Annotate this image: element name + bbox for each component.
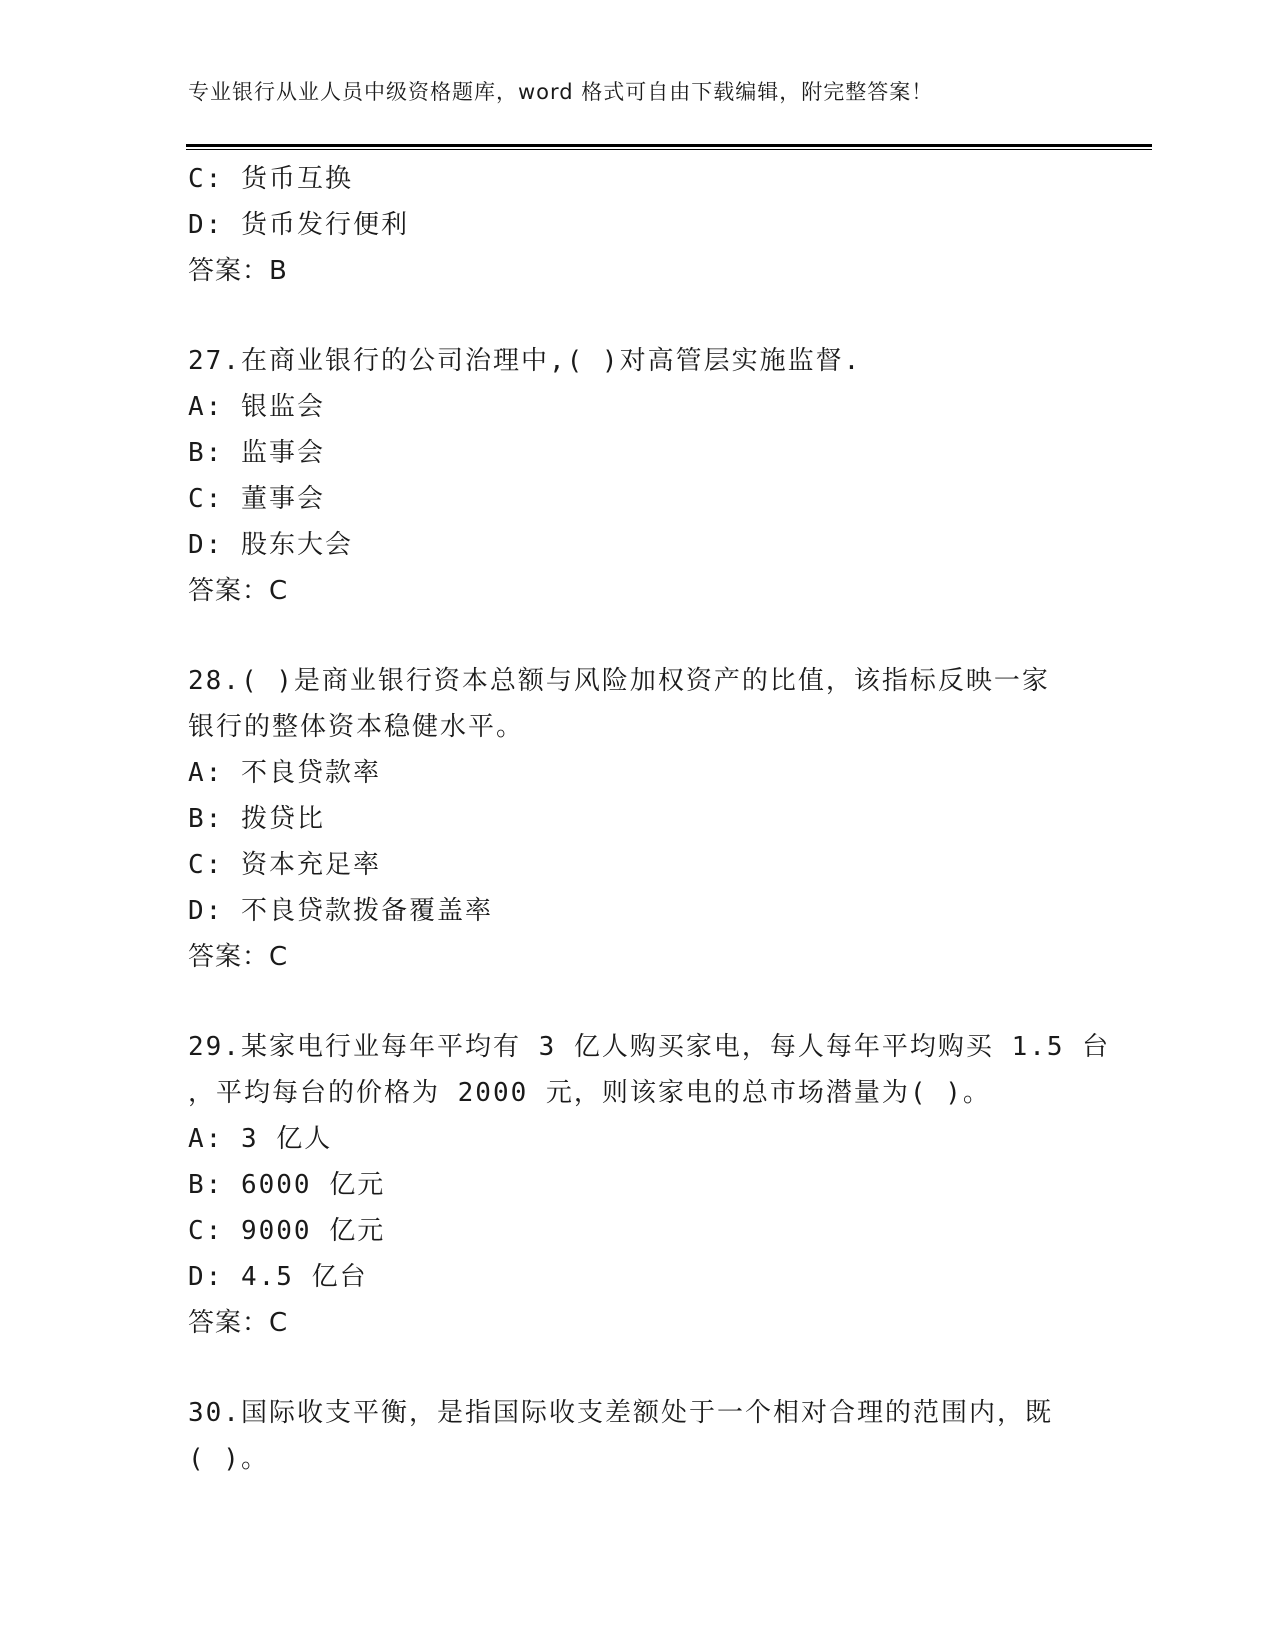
option-b: B: 6000 亿元 (188, 1170, 386, 1200)
option-a: A: 不良贷款率 (188, 758, 381, 788)
question-text-continued: ，平均每台的价格为 2000 元，则该家电的总市场潜量为( )。 (188, 1078, 991, 1108)
option-c: C: 货币互换 (188, 164, 353, 194)
question-26-tail (188, 156, 1138, 294)
option-c: C: 资本充足率 (188, 850, 381, 880)
question-text: 27.在商业银行的公司治理中,( )对高管层实施监督. (188, 346, 862, 376)
option-d: D: 货币发行便利 (188, 210, 409, 240)
question-text-continued: ( )。 (188, 1444, 269, 1474)
question-text: 30.国际收支平衡，是指国际收支差额处于一个相对合理的范围内，既 (188, 1398, 1053, 1428)
answer-line: 答案：C (188, 576, 289, 606)
question-text: 29.某家电行业每年平均有 3 亿人购买家电，每人每年平均购买 1.5 台 (188, 1032, 1111, 1062)
document-body (188, 156, 1138, 1482)
option-d: D: 不良贷款拨备覆盖率 (188, 896, 493, 926)
answer-line: 答案：C (188, 942, 289, 972)
answer-line: 答案：B (188, 256, 288, 286)
answer-line: 答案：C (188, 1308, 289, 1338)
option-d: D: 4.5 亿台 (188, 1262, 368, 1292)
question-text: 28.( )是商业银行资本总额与风险加权资产的比值，该指标反映一家 (188, 666, 1050, 696)
question-28 (188, 658, 1138, 980)
header-divider-thick (186, 144, 1152, 147)
question-text-continued: 银行的整体资本稳健水平。 (188, 712, 525, 742)
question-30 (188, 1390, 1138, 1482)
option-d: D: 股东大会 (188, 530, 353, 560)
option-c: C: 董事会 (188, 484, 325, 514)
question-27 (188, 338, 1138, 614)
header-divider-thin (186, 149, 1152, 150)
page-header: 专业银行从业人员中级资格题库，word 格式可自由下载编辑，附完整答案！ (188, 80, 934, 104)
option-b: B: 拨贷比 (188, 804, 325, 834)
option-a: A: 银监会 (188, 392, 325, 422)
option-c: C: 9000 亿元 (188, 1216, 386, 1246)
question-29 (188, 1024, 1138, 1346)
option-b: B: 监事会 (188, 438, 325, 468)
option-a: A: 3 亿人 (188, 1124, 333, 1154)
